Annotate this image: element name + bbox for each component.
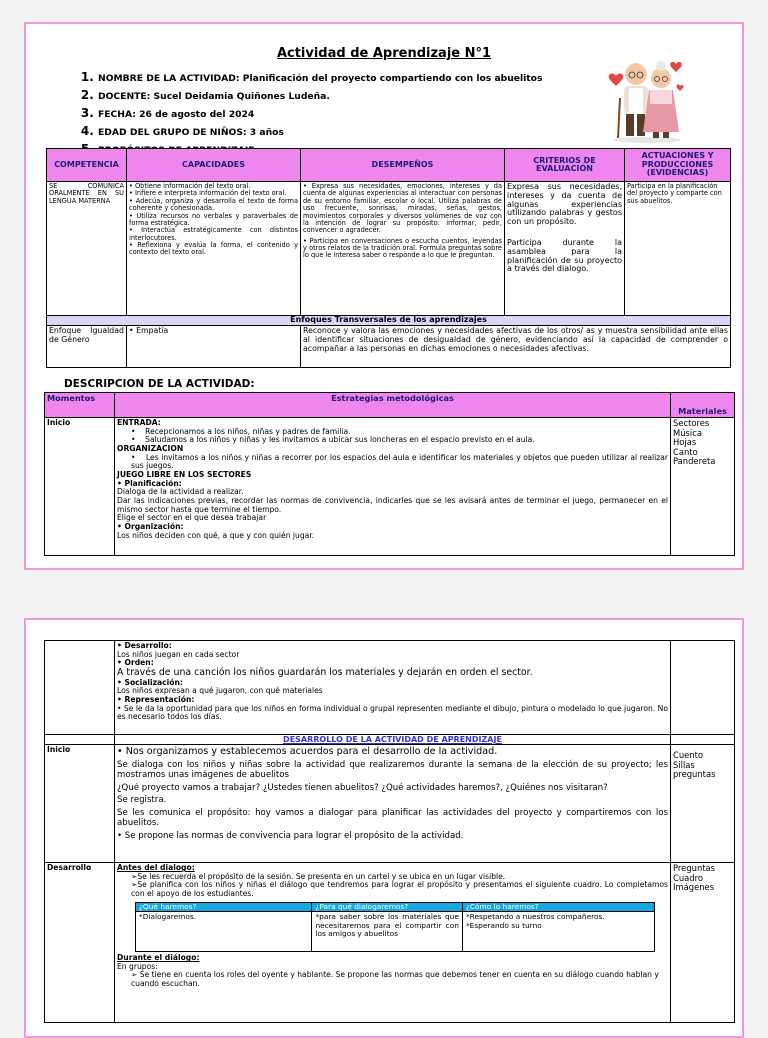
activity-info-list — [78, 68, 542, 158]
en-grupos: En grupos: — [117, 961, 158, 971]
material-item: Pandereta — [673, 456, 716, 467]
durante-label: Durante el diálogo: — [117, 953, 200, 963]
criterio-item: Participa durante la asamblea para la planificación de su proyecto a través del dialogo. — [507, 237, 622, 274]
organizacion2-label: • Organización: — [117, 521, 184, 531]
col-header-desempenos: DESEMPEÑOS — [301, 149, 505, 182]
desarrollo-materiales — [671, 863, 735, 1023]
competencia-cell: SE COMUNICA ORALMENTE EN SU LENGUA MATERNA — [47, 182, 127, 316]
capacidad-item: • Adecúa, organiza y desarrolla el texto de forma coherente y cohesionada. — [129, 196, 298, 213]
material-item: Hojas — [673, 437, 697, 448]
section-title-spacer — [45, 735, 115, 745]
representacion-line: • Se le da la oportunidad para que los niños en forma individual o grupal representen mediante el dibujo, pintura o modelado lo que jugaron. No es necesario todos los días. — [117, 703, 668, 722]
entrada-item: • Recepcionamos a los niños, niñas y padres de familia. — [131, 426, 351, 436]
info-date: 3. FECHA: 26 de agosto del 2024 — [98, 104, 542, 122]
section-title-spacer-right — [671, 735, 735, 745]
material-item: Canto — [673, 446, 698, 457]
orden-line: A través de una canción los niños guardarán los materiales y dejarán en orden el sector. — [117, 666, 533, 678]
col-header-evidencias: ACTUACIONES Y PRODUCCIONES (EVIDENCIAS) — [625, 149, 731, 182]
inicio-line: Se dialoga con los niños y niñas sobre la actividad que realizaremos durante la semana de la elección de su proyecto; les mostramos unas imágenes de abuelitos — [117, 759, 668, 781]
grid-header: ¿Cómo lo haremos? — [462, 902, 654, 911]
planificacion-line: Elige el sector en el que desea trabajar — [117, 513, 267, 523]
entrada-label: ENTRADA: — [117, 418, 161, 427]
criterio-item: Expresa sus necesidades, intereses y da cuenta de algunas experiencias utilizando palabras y gestos con un propósito. — [507, 182, 622, 227]
description-heading: DESCRIPCION DE LA ACTIVIDAD: — [64, 378, 255, 390]
strategies-cell — [115, 418, 671, 556]
socializacion-line: Los niños expresan a qué jugaron, con qué materiales — [117, 686, 323, 696]
planificacion-label: • Planificación: — [117, 478, 182, 488]
materials-empty — [671, 641, 735, 735]
juego-libre-label: JUEGO LIBRE EN LOS SECTORES — [117, 469, 252, 479]
capacidad-item: • Utiliza recursos no verbales y paraverbales de forma estratégica. — [129, 211, 298, 227]
orden-label: • Orden: — [117, 658, 154, 668]
col-header-capacidades: CAPACIDADES — [127, 149, 301, 182]
material-item: preguntas — [673, 769, 716, 780]
section-title: DESARROLLO DE LA ACTIVIDAD DE APRENDIZAJE — [115, 735, 671, 745]
col-header-materiales: Materiales — [671, 393, 735, 418]
material-item: Preguntas — [673, 863, 716, 874]
desempenos-cell — [301, 182, 505, 316]
enfoque-description: Reconoce y valora las emociones y necesidades afectivas de los otros/ as y muestra sensibilidad ante ellas al identificar situaciones de desigualdad de género, evidenciando así la capacidad de comprender o acompañar a las personas en dichas emociones o necesidades afectivas. — [301, 325, 731, 367]
desarrollo-strategies — [115, 863, 671, 1023]
inicio-line: Se les comunica el propósito: hoy vamos a dialogar para planificar las actividades del proyecto y compartiremos con los abuelitos. — [117, 807, 668, 829]
desarrollo-line: Los niños juegan en cada sector — [117, 649, 240, 659]
inicio-line: • Se propone las normas de convivencia para lograr el propósito de la actividad. — [117, 830, 464, 841]
material-item: Sillas — [673, 759, 695, 770]
col-header-competencia: COMPETENCIA — [47, 149, 127, 182]
moment-inicio: Inicio — [45, 418, 115, 556]
capacidad-item: • Obtiene información del texto oral. — [129, 182, 251, 190]
planificacion-line: Dar las indicaciones previas, recordar las normas de convivencia, indicarles que se les avisará antes de terminar el juego, permanecer en el mismo sector hasta que termine el tiempo. — [117, 495, 668, 514]
antes-label: Antes del dialogo: — [117, 863, 195, 873]
grid-cell: *Respetando a nuestros compañeros. *Esperando su turno — [462, 912, 654, 952]
document-page-1 — [24, 22, 744, 570]
activity-title: Actividad de Aprendizaje N°1 — [276, 46, 492, 61]
document-page-2 — [24, 618, 744, 1038]
grid-header: ¿Para qué dialogaremos? — [312, 902, 463, 911]
representacion-label: • Representación: — [117, 695, 195, 704]
durante-item: ➢ Se tiene en cuenta los roles del oyente y hablante. Se propone las normas que debemos tener en cuenta en su diálogo cuando hablan y cuando escuchan. — [131, 970, 659, 989]
capacidades-cell — [127, 182, 301, 316]
organizacion-item: • Les invitamos a los niños y niñas a recorrer por los espacios del aula e identificar los materiales y objetos que pueden utilizar al realizar sus juegos. — [131, 452, 668, 471]
purposes-table — [46, 148, 731, 368]
moment-inicio: Inicio — [45, 745, 115, 863]
materiales-cell — [671, 418, 735, 556]
desarrollo-label: • Desarrollo: — [117, 641, 172, 650]
organizacion-label: ORGANIZACION — [117, 443, 184, 453]
material-item: Imágenes — [673, 882, 715, 893]
desempeno-item: • Expresa sus necesidades, emociones, intereses y da cuenta de algunas experiencias al interactuar con personas de su entorno familiar, escolar o local. Utiliza palabras de uso frecuente, sonrisas, miradas, señas, gestos, movimientos corporales y diversos volúmenes de voz con la intención de lograr su propósito: informar, pedir, convencer o agradecer. — [303, 182, 502, 235]
grid-header: ¿Qué haremos? — [136, 902, 312, 911]
desempeno-item: • Participa en conversaciones o escucha cuentos, leyendas y otros relatos de la tradición oral. Formula preguntas sobre lo que le interesa saber o responde a lo que le preguntan. — [303, 236, 502, 260]
grid-cell: *para saber sobre los materiales que necesitaremos para el compartir con los amigos y abuelitos — [312, 912, 463, 952]
organizacion2-line: Los niños deciden con qué, a que y con quién jugar. — [117, 530, 315, 540]
criterios-cell — [505, 182, 625, 316]
entrada-item: • Saludamos a los niños y niñas y les invitamos a ubicar sus loncheras en el espacio previsto en el aula. — [131, 435, 535, 445]
inicio-materiales — [671, 745, 735, 863]
inicio-line: Se registra. — [117, 795, 167, 806]
inicio-strategies — [115, 745, 671, 863]
capacidad-item: • Reflexiona y evalúa la forma, el contenido y contexto del texto oral. — [129, 241, 298, 257]
info-teacher: 2. DOCENTE: Sucel Deidamia Quiñones Ludeña. — [98, 86, 542, 104]
moment-empty — [45, 641, 115, 735]
planning-grid — [135, 902, 655, 952]
juego-libre-continued — [115, 641, 671, 735]
col-header-momentos: Momentos — [45, 393, 115, 418]
col-header-estrategias: Estrategias metodológicas — [115, 393, 671, 418]
evidencias-cell: Participa en la planificación del proyecto y comparte con sus abuelitos. — [625, 182, 731, 316]
enfoque-cell: Enfoque Igualdad de Género — [47, 325, 127, 367]
capacidad-item: • Infiere e interpreta información del texto oral. — [129, 189, 287, 198]
socializacion-label: • Socialización: — [117, 677, 183, 687]
col-header-criterios: CRITERIOS DE EVALUACIÓN — [505, 149, 625, 182]
info-activity-name: 1. NOMBRE DE LA ACTIVIDAD: Planificación del proyecto compartiendo con los abuelitos — [98, 68, 542, 86]
moment-desarrollo: Desarrollo — [45, 863, 115, 1023]
grandparents-illustration — [606, 46, 688, 144]
enfoques-header: Enfoques Transversales de los aprendizajes — [47, 316, 731, 326]
material-item: Sectores — [673, 418, 710, 428]
antes-item: ➢Se les recuerda el propósito de la sesión. Se presenta en un cartel y se ubica en un lugar visible. — [131, 871, 506, 881]
inicio-line: • Nos organizamos y establecemos acuerdos para el desarrollo de la actividad. — [117, 746, 498, 758]
valor-cell: • Empatía — [127, 325, 301, 367]
info-age-group: 4. EDAD DEL GRUPO DE NIÑOS: 3 años — [98, 122, 542, 140]
material-item: Música — [673, 427, 702, 438]
material-item: Cuento — [673, 750, 704, 761]
inicio-line: ¿Qué proyecto vamos a trabajar? ¿Ustedes tienen abuelitos? ¿Qué actividades haremos?, ¿Quiénes nos visitaran? — [117, 782, 608, 793]
activity-table-continued — [44, 640, 735, 1023]
capacidad-item: • Interactúa estratégicamente con distintos interlocutores. — [129, 226, 298, 242]
material-item: Cuadro — [673, 872, 703, 883]
grid-cell: *Dialogaremos. — [136, 912, 312, 952]
planificacion-line: Dialoga de la actividad a realizar. — [117, 487, 244, 497]
antes-item: ➢Se planifica con los niños y niñas el diálogo que tendremos para lograr el propósito y presentamos el siguiente cuadro. Lo completamos con el apoyo de los estudiantes. — [131, 880, 668, 899]
activity-table — [44, 392, 735, 556]
